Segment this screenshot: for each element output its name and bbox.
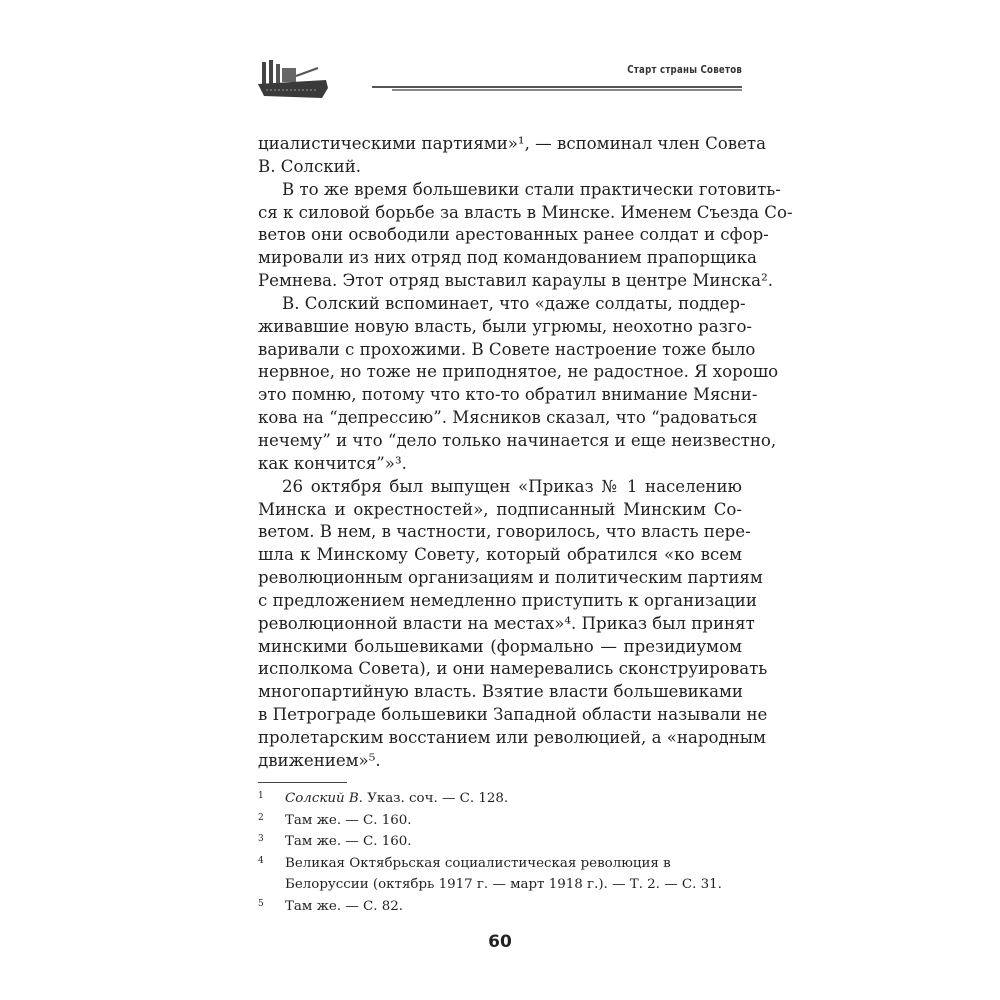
footnote-text xyxy=(285,896,742,918)
footnote-text xyxy=(285,831,742,853)
text-line: Минска и окрестностей», подписанный Минским Со- xyxy=(258,499,742,519)
footnote-author: Солский В. xyxy=(285,791,363,806)
footnote-number: 3 xyxy=(258,834,264,844)
text-line: движением»⁵. xyxy=(258,750,381,770)
footnote-number: 1 xyxy=(258,791,264,801)
text-line: циалистическими партиями»¹, — вспоминал член Совета xyxy=(258,134,766,153)
text-line: кова на “депрессию”. Мясников сказал, что “радоваться xyxy=(258,408,758,428)
footnote-text xyxy=(285,853,742,896)
text-line: варивали с прохожими. В Совете настроение тоже было xyxy=(258,339,756,359)
text-line: революционным организациям и политическим партиям xyxy=(258,568,763,588)
text-line: шла к Минскому Совету, который обратился «ко всем xyxy=(258,545,742,565)
running-title: Старт страны Советов xyxy=(627,64,742,76)
footnote xyxy=(258,896,742,918)
body-text xyxy=(258,133,793,773)
text-line: нечему” и что “дело только начинается и еще неизвестно, xyxy=(258,430,777,450)
footnote-text xyxy=(285,788,742,810)
footnote-number: 2 xyxy=(258,812,264,823)
text-line: ся к силовой борьбе за власть в Минске. Именем Съезда Со- xyxy=(258,202,793,222)
text-line: мировали из них отряд под командованием прапорщика xyxy=(258,248,757,268)
text-line: революционной власти на местах»⁴. Приказ был принят xyxy=(258,613,755,633)
footnote-body: Там же. — С. 82. xyxy=(285,898,404,914)
text-line: В. Солский вспоминает, что «даже солдаты, поддер- xyxy=(282,293,746,313)
text-line: минскими большевиками (формально — президиумом xyxy=(258,636,742,656)
header-rule-secondary xyxy=(392,89,742,91)
page-number: 60 xyxy=(488,932,512,952)
footnote xyxy=(258,810,742,832)
text-line: в Петрограде большевики Западной области называли не xyxy=(258,705,768,725)
text-line: Ремнева. Этот отряд выставил караулы в центре Минска². xyxy=(258,271,773,291)
footnote-number: 4 xyxy=(258,855,264,866)
text-line: В. Солский. xyxy=(258,156,362,176)
text-line: нервное, но тоже не приподнятое, не радостное. Я хорошо xyxy=(258,362,779,382)
footnote-number: 5 xyxy=(258,898,264,909)
footnote xyxy=(258,831,742,853)
footnote-text xyxy=(285,810,742,832)
footnote xyxy=(258,853,742,896)
text-line: исполкома Совета), и они намеревались сконструировать xyxy=(258,659,768,679)
text-line: с предложением немедленно приступить к организации xyxy=(258,590,757,610)
header-rule xyxy=(372,86,742,88)
text-line: ветом. В нем, в частности, говорилось, что власть пере- xyxy=(258,522,751,542)
footnote xyxy=(258,788,742,810)
text-line: это помню, потому что кто-то обратил внимание Мясни- xyxy=(258,385,758,405)
text-line: как кончится”»³. xyxy=(258,453,407,473)
text-line: живавшие новую власть, были угрюмы, неохотно разго- xyxy=(258,316,753,336)
footnotes xyxy=(258,788,742,917)
text-line: В то же время большевики стали практически готовить- xyxy=(282,179,781,199)
footnote-body: Там же. — С. 160. xyxy=(285,812,412,828)
ship-logo-icon xyxy=(256,50,332,102)
text-line: многопартийную власть. Взятие власти большевиками xyxy=(258,682,743,702)
footnote-body: Там же. — С. 160. xyxy=(285,834,412,849)
text-line: пролетарским восстанием или революцией, а «народным xyxy=(258,727,766,747)
footnote-body: Указ. соч. — С. 128. xyxy=(362,791,509,806)
footnote-separator xyxy=(258,782,347,783)
text-line: ветов они освободили арестованных ранее солдат и сфор- xyxy=(258,225,769,245)
footnote-body: Великая Октябрьская социалистическая революция в Белоруссии (октябрь 1917 г. — март 1918 г.). — Т. 2. — С. 31. xyxy=(285,855,722,892)
text-line: 26 октября был выпущен «Приказ № 1 населению xyxy=(282,476,742,496)
